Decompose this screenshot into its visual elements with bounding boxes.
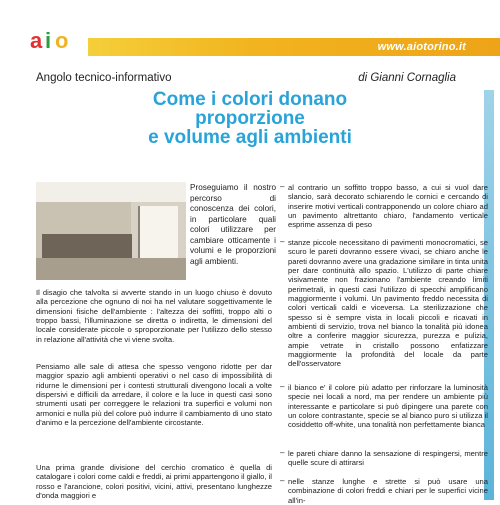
- list-item: le pareti chiare danno la sensazione di respingersi, mentre quelle scure di attirarsi: [288, 449, 488, 468]
- waiting-room-photo: [36, 182, 186, 280]
- list-item: al contrario un soffitto troppo basso, a cui si vuol dare slancio, sarà decorato schiarendo le cornici e cercando di inserire motivi verticali contrapponendo un colore chiaro ad un pavimento altrettanto chiaro, l'andamento verticale esprime assenza di peso: [288, 183, 488, 230]
- list-bullet: –: [280, 448, 285, 457]
- aio-logo: [30, 30, 90, 56]
- article-title: [60, 90, 440, 147]
- list-item: stanze piccole necessitano di pavimenti monocromatici, se scuro le pareti dovranno essere vivaci, se chiaro anche le pareti dovranno avere una gradazione similare in tinta unita per dare continuità allo spazio. L'utilizzo di parte chiare visivamente non frazionano l'ambiente creando limiti perimetrali, in questi casi l'utilizzo di specchi amplificano maggiormente i volumi. Un pavimento freddo necessita di colori verticali caldi e viceversa. La sterilizzazione che spesso si è sempre vista in locali piccoli e ricavati in ambienti di servizio, trova nel bianco la tonalità più idonea oltre a conferire maggior sicurezza, purezza e pulizia, ampie vetrate in cristallo possono enfatizzare maggiormente la profondità del locale da parte dell'osservatore: [288, 238, 488, 369]
- photo-counter: [42, 234, 132, 258]
- logo-letter-o: o: [55, 28, 69, 53]
- photo-floor: [36, 258, 186, 280]
- author-byline: di Gianni Cornaglia: [358, 72, 456, 84]
- list-bullet: –: [280, 182, 285, 191]
- title-line: Come i colori donano: [152, 89, 348, 110]
- body-paragraph: Il disagio che talvolta si avverte stando in un luogo chiuso è dovuto alla percezione che ognuno di noi ha nel valutare soggettivamente le dimensioni fisiche dell'ambiente : l'altezza dei soffitti, troppo alti o troppo bassi, l'illuminazione se diretta o indiretta, le dimensioni del locale considerate piccole o sproporzionate per l'utilizzo dello stesso in relazione all'attività che vi viene svolta.: [36, 288, 272, 344]
- logo-letter-i: i: [45, 28, 52, 53]
- section-kicker: Angolo tecnico-informativo: [36, 72, 172, 84]
- photo-door: [138, 206, 178, 258]
- list-bullet: –: [280, 237, 285, 246]
- site-url-link[interactable]: www.aiotorino.it: [377, 41, 466, 53]
- title-line: proporzione: [195, 108, 305, 129]
- intro-paragraph: Proseguiamo il nostro percorso di conoscenza dei colori, in particolare quali colori utilizzare per cambiare otticamente i volumi e le proporzioni agli ambienti.: [190, 183, 276, 266]
- logo-letter-a: a: [30, 28, 43, 53]
- photo-ceiling: [36, 182, 186, 202]
- body-paragraph: Pensiamo alle sale di attesa che spesso vengono ridotte per dar maggior spazio agli ambienti operativi o nel caso di impossibilità di ridurne le dimensioni per i contesti strutturali divengono locali a volte dispersivi e difficili da arredare, il colore e la luce in questi casi sono strumenti usati per correggere le relazioni tra superfici e volumi non armonici e nulla più del colore può indurre il cambiamento di uno stato d'animo e la percezione dell'ambiente circostante.: [36, 362, 272, 428]
- title-line: e volume agli ambienti: [148, 127, 352, 148]
- list-bullet: –: [280, 476, 285, 485]
- list-bullet: –: [280, 382, 285, 391]
- body-paragraph: Una prima grande divisione del cerchio cromatico è quella di catalogare i colori come caldi e freddi, ai primi appartengono il giallo, il rosso e l'arancione, colori positivi, vicini, attivi, presentano lunghezze d'onda maggiori e: [36, 463, 272, 501]
- list-item: nelle stanze lunghe e strette si può usare una combinazione di colori freddi e chiari per le superfici vicine all'in-: [288, 477, 488, 505]
- list-item: il bianco e' il colore più adatto per rinforzare la luminosità specie nei locali a nord, ma per rendere un ambiente più interessante e particolare si può dipingere una parete con un colore contrastante, specie se al bianco puro si utilizza il cosiddetto off-white, una tonalità non perfettamente bianca: [288, 383, 488, 430]
